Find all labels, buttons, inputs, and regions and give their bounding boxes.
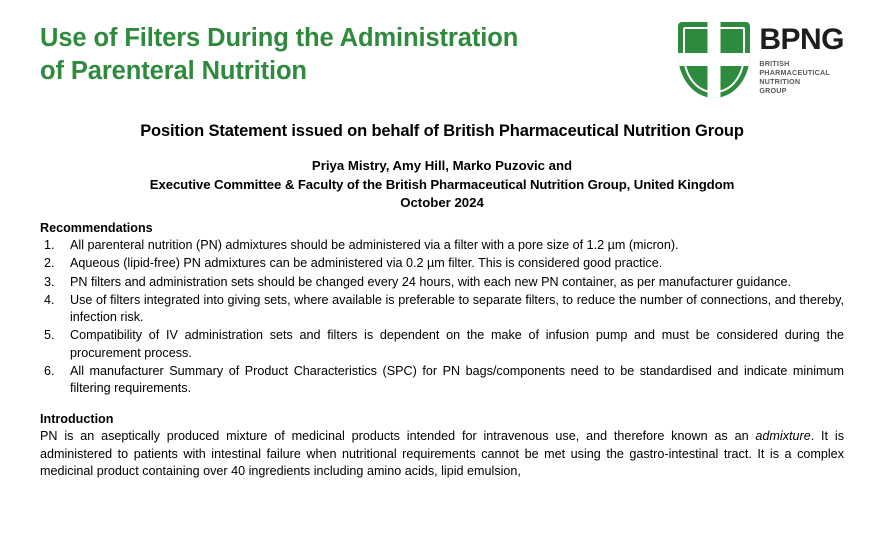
list-item-number: 1. bbox=[44, 238, 55, 253]
list-item bbox=[40, 327, 844, 362]
introduction-text-part-2: . It is administered to patients with intestinal failure when nutritional requirements cannot be met using the gastro-intestinal tract. It is a complex medicinal product containing over 40 ingredients including amino acids, lipid emulsion, bbox=[40, 429, 844, 478]
logo-text bbox=[759, 22, 844, 95]
list-item-text: Use of filters integrated into giving sets, where available is preferable to separate filters, to reduce the number of connections, and thereby, infection risk. bbox=[70, 292, 844, 325]
page-title-line-1: Use of Filters During the Administration bbox=[40, 24, 519, 52]
list-item-number: 6. bbox=[44, 363, 55, 378]
logo-subtitle bbox=[759, 59, 844, 96]
list-item bbox=[40, 363, 844, 398]
document-header bbox=[40, 18, 844, 98]
list-item bbox=[40, 292, 844, 327]
list-item-number: 4. bbox=[44, 292, 55, 307]
logo-subtitle-line-3: NUTRITION bbox=[759, 76, 801, 86]
list-item-text: PN filters and administration sets should be changed every 24 hours, with each new PN container, as per manufacturer guidance. bbox=[70, 274, 792, 289]
list-item-text: Aqueous (lipid-free) PN admixtures can be administered via 0.2 µm filter. This is considered good practice. bbox=[70, 256, 663, 271]
authors-line-1: Priya Mistry, Amy Hill, Marko Puzovic and bbox=[311, 158, 573, 173]
logo-name: BPNG bbox=[759, 23, 844, 56]
logo-subtitle-line-2: PHARMACEUTICAL bbox=[759, 67, 830, 77]
list-item bbox=[40, 255, 844, 272]
recommendations-heading: Recommendations bbox=[40, 221, 153, 236]
list-item-number: 3. bbox=[44, 274, 55, 289]
list-item-text: All manufacturer Summary of Product Characteristics (SPC) for PN bags/components need to be standardised and indicate minimum filtering requirements. bbox=[70, 363, 844, 396]
page-title bbox=[40, 18, 518, 88]
list-item bbox=[40, 237, 844, 254]
logo-subtitle-line-4: GROUP bbox=[759, 86, 787, 96]
list-item-text: All parenteral nutrition (PN) admixtures should be administered via a filter with a pore size of 1.2 µm (micron). bbox=[70, 238, 679, 253]
introduction-italic-term: admixture bbox=[755, 429, 811, 444]
list-item-number: 5. bbox=[44, 328, 55, 343]
authors-block bbox=[40, 157, 844, 213]
shield-cross-icon bbox=[678, 22, 750, 98]
introduction-text-part-1: PN is an aseptically produced mixture of medicinal products intended for intravenous use, and therefore known as an bbox=[40, 429, 756, 444]
page-title-line-2: of Parenteral Nutrition bbox=[40, 57, 307, 86]
introduction-heading: Introduction bbox=[40, 412, 114, 427]
position-statement-subtitle: Position Statement issued on behalf of British Pharmaceutical Nutrition Group bbox=[140, 122, 744, 140]
authors-date: October 2024 bbox=[400, 195, 484, 211]
bpng-logo bbox=[678, 18, 844, 98]
authors-line-2: Executive Committee & Faculty of the British Pharmaceutical Nutrition Group, United Kingdom bbox=[149, 176, 735, 192]
logo-subtitle-line-1: BRITISH bbox=[759, 58, 790, 68]
list-item-text: Compatibility of IV administration sets and filters is dependent on the make of infusion pump and must be considered during the procurement process. bbox=[70, 328, 844, 360]
list-item bbox=[40, 274, 844, 291]
introduction-paragraph bbox=[40, 428, 844, 480]
list-item-number: 2. bbox=[44, 256, 55, 271]
recommendations-list bbox=[40, 237, 844, 397]
